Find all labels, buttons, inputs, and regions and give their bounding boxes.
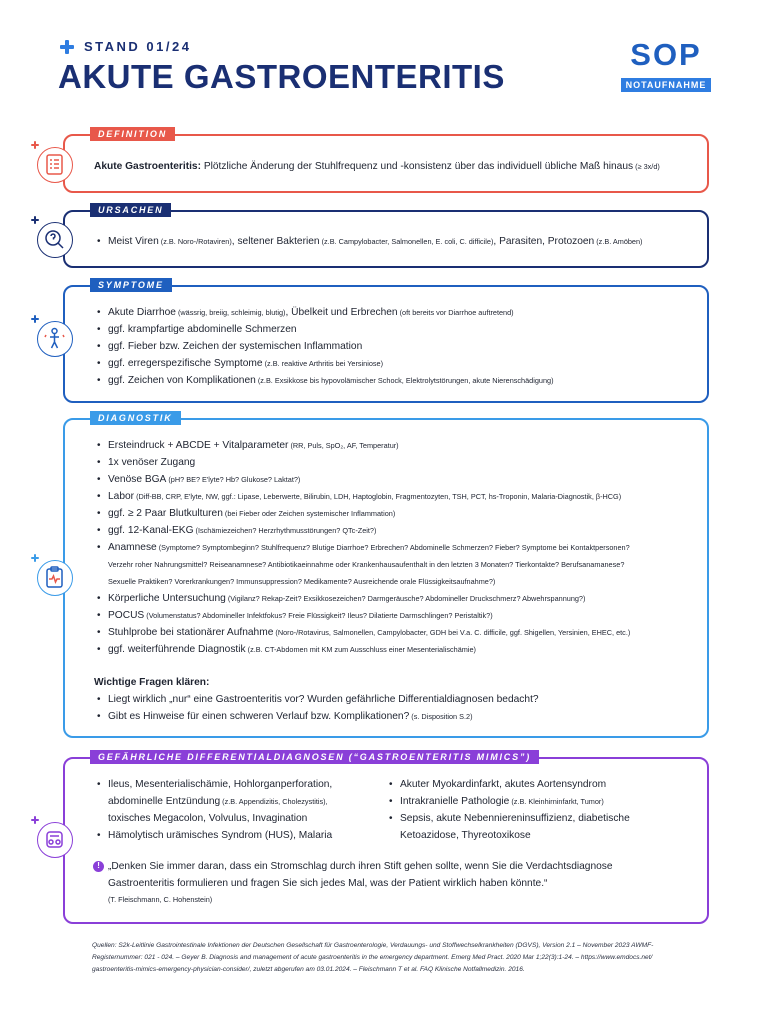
- mimics-tag: GEFÄHRLICHE DIFFERENTIALDIAGNOSEN (“GASTROENTERITIS MIMICS”): [90, 750, 539, 764]
- checklist-icon: [37, 147, 73, 183]
- item-text: Ersteindruck + ABCDE + Vitalparameter: [108, 440, 289, 451]
- item-note: (bei Fieber oder Zeichen systemischer Inflammation): [222, 509, 396, 518]
- item-text: Akuter Myokardinfarkt, akutes Aortensyndrom: [400, 779, 607, 790]
- item-text: Venöse BGA: [108, 474, 167, 485]
- item-text: Akute Diarrhoe: [108, 307, 176, 318]
- sources-footer: [92, 940, 712, 976]
- item-text: Körperliche Untersuchung: [108, 593, 226, 604]
- item-text: 1x venöser Zugang: [108, 457, 196, 468]
- definition-term: Akute Gastroenteritis:: [94, 161, 201, 172]
- item-text: abdominelle Entzündung: [108, 796, 221, 807]
- item-note: (Diff-BB, CRP, E'lyte, NW, ggf.: Lipase, Leberwerte, Bilirubin, LDH, Haptoglobin, Fragmentozyten, TSH, PCT, hs-Troponin, Malaria-Diagnostik, β-HCG): [134, 492, 622, 501]
- list-item: [94, 437, 630, 454]
- item-note: (z.B. reaktive Arthritis bei Yersiniose): [262, 359, 384, 368]
- list-item: [94, 471, 630, 488]
- list-item: [94, 505, 630, 522]
- cause-parasites-note: (z.B. Amöben): [594, 237, 643, 246]
- definition-body: Plötzliche Änderung der Stuhlfrequenz und -konsistenz über das individuell übliche Maß hinaus: [201, 161, 634, 172]
- item-text: , Übelkeit und Erbrechen: [285, 307, 398, 318]
- exclamation-icon: [93, 861, 104, 872]
- item-note: (pH? BE? E'lyte? Hb? Glukose? Laktat?): [166, 475, 301, 484]
- cause-bacteria-note: (z.B. Campylobacter, Salmonellen, E. coli, C. difficile): [319, 237, 494, 246]
- sparkle-icon: [30, 553, 40, 563]
- list-item: [94, 776, 332, 793]
- list-item-continuation: [94, 810, 332, 827]
- item-note: (z.B. Exsikkose bis hypovolämischer Schock, Elektrolytstörungen, akute Nierenschädigung): [255, 376, 554, 385]
- list-item: [94, 321, 554, 338]
- item-note: (z.B. Kleinhirninfarkt, Tumor): [509, 797, 604, 806]
- item-text: Stuhlprobe bei stationärer Aufnahme: [108, 627, 274, 638]
- item-text: ggf. ≥ 2 Paar Blutkulturen: [108, 508, 223, 519]
- item-note: (Symptome? Symptombeginn? Stuhlfrequenz? Blutige Diarrhoe? Erbrechen? Abdominelle Schmerzen? Fieber? Symptome bei Kontaktpersonen?: [156, 543, 630, 552]
- mimics-right: [386, 776, 630, 844]
- symptome-tag: SYMPTOME: [90, 278, 172, 292]
- logo-text: SOP: [630, 37, 702, 72]
- logo-badge: NOTAUFNAHME: [621, 78, 711, 92]
- list-item: [94, 488, 630, 505]
- item-note: (Noro-/Rotavirus, Salmonellen, Campylobacter, GDH bei V.a. C. difficile, ggf. Shigellen, Yersinien, EHEC, etc.): [273, 628, 631, 637]
- item-text: toxisches Megacolon, Volvulus, Invagination: [108, 813, 308, 824]
- item-text: Ketoazidose, Thyreotoxikose: [400, 830, 531, 841]
- item-note: (s. Disposition S.2): [409, 712, 473, 721]
- sparkle-icon: [30, 815, 40, 825]
- list-item: [386, 776, 630, 793]
- list-item: [386, 793, 630, 810]
- item-text: Ileus, Mesenterialischämie, Hohlorganperforation,: [108, 779, 333, 790]
- ursachen-content: [94, 233, 642, 250]
- quote-line: Gastroenteritis formulieren und fragen Sie sich jedes Mal, was der Patient wirklich haben könnte.“: [108, 878, 548, 889]
- definition-content: [94, 158, 660, 175]
- list-item: [94, 607, 630, 624]
- plus-icon: [60, 40, 74, 54]
- ursachen-tag: URSACHEN: [90, 203, 171, 217]
- list-item-continuation: [94, 793, 332, 810]
- mimics-left: [94, 776, 332, 844]
- item-text: POCUS: [108, 610, 145, 621]
- list-item: [94, 708, 630, 725]
- list-item: [94, 454, 630, 471]
- footer-line: Registernummer: 021 - 024. – Geyer B. Diagnosis and management of acute gastroenteritis in the emergency department. Emerg Med Pract. 2020 Mar 1;22(3):1-24. – https://www.emdocs.net/: [92, 954, 653, 961]
- list-item: [94, 233, 642, 250]
- item-text: Hämolytisch urämisches Syndrom (HUS), Malaria: [108, 830, 333, 841]
- intestine-icon: [37, 822, 73, 858]
- page-title: AKUTE GASTROENTERITIS: [58, 58, 505, 95]
- symptome-content: [94, 304, 554, 389]
- item-text: ggf. Fieber bzw. Zeichen der systemischen Inflammation: [108, 341, 363, 352]
- question-search-icon: [37, 222, 73, 258]
- item-note: (Ischämiezeichen? Herzrhythmusstörungen? QTc-Zeit?): [193, 526, 377, 535]
- list-item: [94, 641, 630, 658]
- sparkle-icon: [30, 314, 40, 324]
- version-label: STAND 01/24: [84, 39, 192, 54]
- definition-note: (≥ 3x/d): [633, 162, 660, 171]
- list-item: [94, 338, 554, 355]
- list-item: [94, 624, 630, 641]
- list-item: [94, 827, 332, 844]
- item-note: (RR, Puls, SpO₂, AF, Temperatur): [288, 441, 399, 450]
- item-text: Labor: [108, 491, 135, 502]
- quote-author: (T. Fleischmann, C. Hohenstein): [108, 895, 213, 904]
- list-item: [94, 355, 554, 372]
- footer-line: Quellen: S2k-Leitlinie Gastrointestinale Infektionen der Deutschen Gesellschaft für Gastroenterologie, Verdauungs- und Stoffwechselkrankheiten (DGVS), Version 2.1 – November 2023 AWMF-: [92, 942, 654, 949]
- sparkle-icon: [30, 140, 40, 150]
- item-text: Sepsis, akute Nebenniereninsuffizienz, diabetische: [400, 813, 630, 824]
- item-note: (Volumenstatus? Abdomineller Infektfokus? Freie Flüssigkeit? Ileus? Dilatierte Darmschlingen? Peristaltik?): [144, 611, 493, 620]
- list-item: [94, 522, 630, 539]
- item-note: (Vigilanz? Rekap-Zeit? Exsikkosezeichen? Darmgeräusche? Abdomineller Druckschmerz? Abwehrspannung?): [225, 594, 586, 603]
- sop-logo: [621, 38, 711, 94]
- item-text: ggf. krampfartige abdominelle Schmerzen: [108, 324, 297, 335]
- list-item: [386, 810, 630, 827]
- item-text: Gibt es Hinweise für einen schweren Verlauf bzw. Komplikationen?: [108, 711, 410, 722]
- list-item: [94, 539, 630, 556]
- cause-viruses-note: (z.B. Noro-/Rotaviren): [158, 237, 232, 246]
- diagnostik-tag: DIAGNOSTIK: [90, 411, 181, 425]
- item-note: (wässrig, breiig, schleimig, blutig): [175, 308, 286, 317]
- item-note: (z.B. CT-Abdomen mit KM zum Ausschluss einer Mesenterialischämie): [245, 645, 476, 654]
- cause-viruses: Meist Viren: [108, 236, 159, 247]
- item-text: ggf. Zeichen von Komplikationen: [108, 375, 256, 386]
- definition-tag: DEFINITION: [90, 127, 175, 141]
- item-text: ggf. erregerspezifische Symptome: [108, 358, 263, 369]
- quote-line: „Denken Sie immer daran, dass ein Stromschlag durch ihren Stift gehen sollte, wenn Sie die Verdachtsdiagnose: [108, 861, 613, 872]
- list-item-continuation: [386, 827, 630, 844]
- item-note: (z.B. Appendizitis, Cholezystitis),: [220, 797, 328, 806]
- clipboard-ecg-icon: [37, 560, 73, 596]
- item-text: ggf. 12-Kanal-EKG: [108, 525, 194, 536]
- item-text: Anamnese: [108, 542, 157, 553]
- item-note: Sexuelle Praktiken? Vorerkrankungen? Immunsuppression? Medikamente? Ausreichende orale Flüssigkeitsaufnahme?): [108, 577, 496, 586]
- list-item: [94, 691, 630, 708]
- cause-parasites: , Parasiten, Protozoen: [493, 236, 595, 247]
- patient-pain-icon: [37, 321, 73, 357]
- list-item-continuation: [94, 556, 630, 573]
- item-note: (oft bereits vor Diarrhoe auftretend): [397, 308, 514, 317]
- item-text: Intrakranielle Pathologie: [400, 796, 510, 807]
- list-item: [94, 590, 630, 607]
- cause-bacteria: , seltener Bakterien: [231, 236, 320, 247]
- item-text: ggf. weiterführende Diagnostik: [108, 644, 246, 655]
- footer-line: gastroenteritis-mimics-emergency-physician-consider/, zuletzt abgerufen am 03.01.2024. – Fleischmann T et al. FAQ Klinische Notfallmedizin. 2016.: [92, 966, 525, 973]
- questions-title: Wichtige Fragen klären:: [94, 677, 210, 688]
- definition-text: [94, 158, 660, 175]
- item-text: Liegt wirklich „nur“ eine Gastroenteritis vor? Wurden gefährliche Differentialdiagnosen bedacht?: [108, 694, 539, 705]
- item-note: Verzehr roher Nahrungsmittel? Reiseanamnese? Antibiotikaeinnahme oder Krankenhausaufenthalt in den letzten 3 Monaten? Tierkontakte? Berufsanamanese?: [108, 560, 625, 569]
- list-item: [94, 372, 554, 389]
- diagnostik-content: [94, 437, 630, 725]
- mimics-quote: [108, 858, 613, 908]
- list-item-continuation: [94, 573, 630, 590]
- list-item: [94, 304, 554, 321]
- sparkle-icon: [30, 215, 40, 225]
